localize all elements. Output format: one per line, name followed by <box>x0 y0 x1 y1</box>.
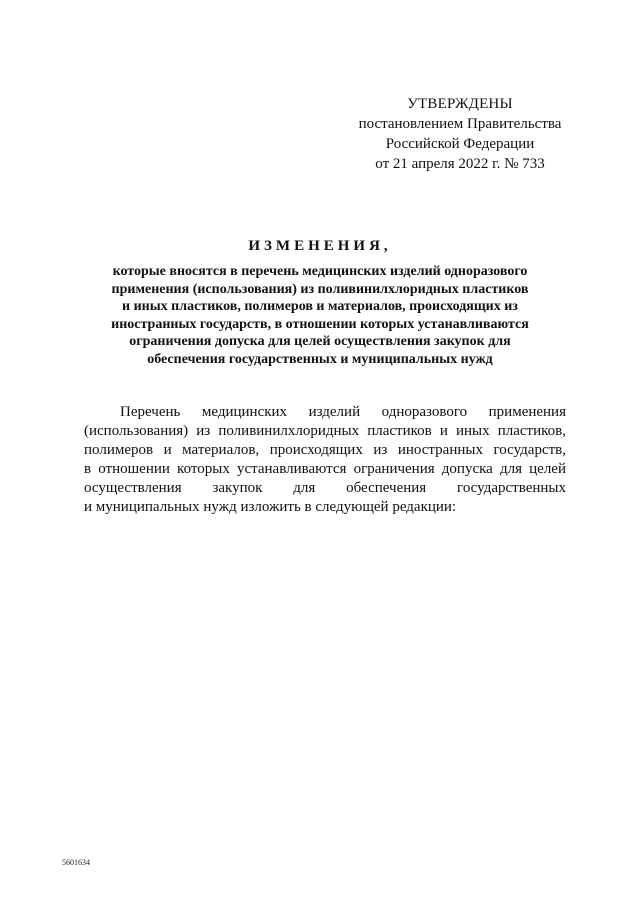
approval-line-date: от 21 апреля 2022 г. № 733 <box>375 156 545 172</box>
body-line: осуществления закупок для обеспечения государственных <box>84 480 566 496</box>
document-heading: ИЗМЕНЕНИЯ, <box>248 238 392 254</box>
subheading-line: и иных пластиков, полимеров и материалов, происходящих из <box>122 299 518 314</box>
body-line: Перечень медицинских изделий одноразового применения <box>120 404 566 420</box>
body-line: в отношении которых устанавливаются ограничения допуска для целей <box>84 461 566 477</box>
body-line: полимеров и материалов, происходящих из иностранных государств, <box>84 442 566 458</box>
subheading-line: обеспечения государственных и муниципальных нужд <box>147 351 493 367</box>
subheading-line: иностранных государств, в отношении которых устанавливаются <box>111 316 529 332</box>
approval-block <box>330 94 590 174</box>
document-code: 5601634 <box>62 858 90 867</box>
subheading-line: которые вносятся в перечень медицинских изделий одноразового <box>112 264 528 279</box>
body-line: и муниципальных нужд изложить в следующей редакции: <box>84 499 457 515</box>
subheading-line: ограничения допуска для целей осуществления закупок для <box>129 334 511 349</box>
approval-line-resolution: постановлением Правительства <box>358 116 562 132</box>
approval-line-country: Российской Федерации <box>385 136 535 152</box>
body-line: (использования) из поливинилхлоридных пластиков и иных пластиков, <box>84 423 566 439</box>
subheading-line: применения (использования) из поливинилхлоридных пластиков <box>111 281 529 297</box>
body-paragraph <box>84 403 566 517</box>
approval-title: УТВЕРЖДЕНЫ <box>407 96 513 112</box>
document-subheading <box>80 263 560 368</box>
